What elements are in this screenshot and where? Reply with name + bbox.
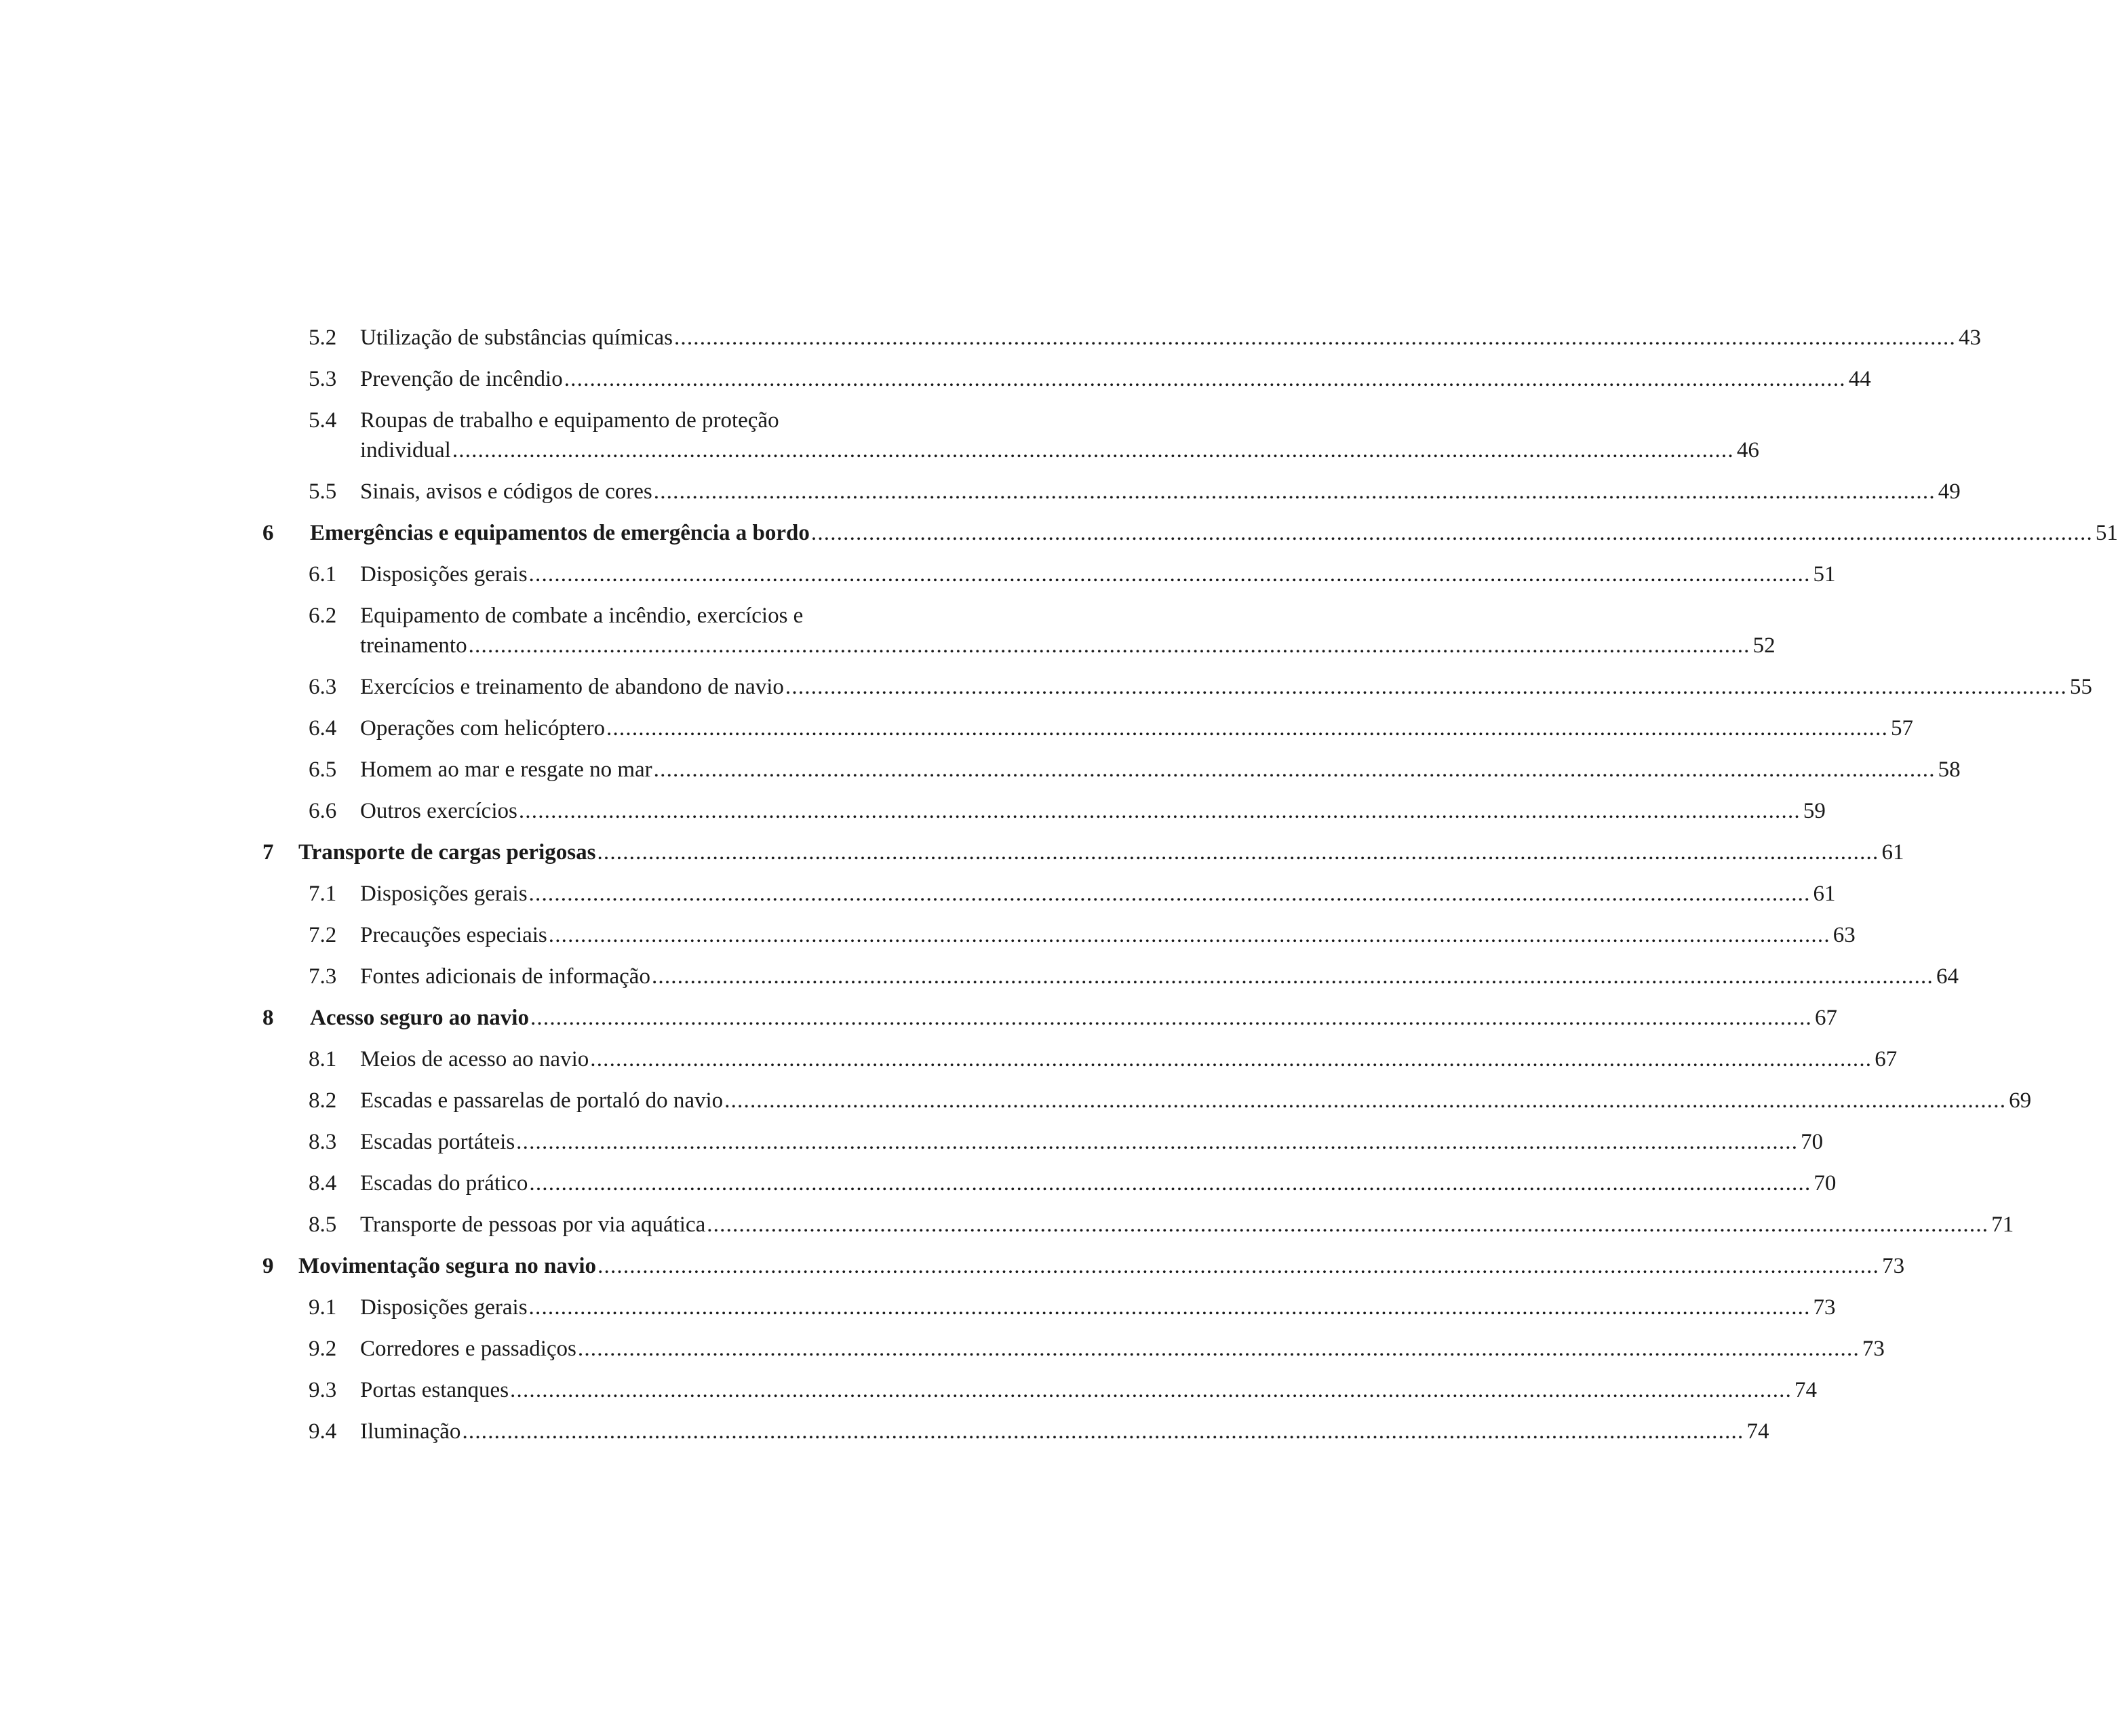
toc-entry-title: treinamento: [360, 633, 467, 658]
toc-section-entry[interactable]: [0, 920, 1856, 950]
toc-chapter-entry[interactable]: [0, 1251, 1905, 1281]
toc-entry-number: 8.5: [309, 1212, 337, 1237]
toc-section-entry[interactable]: [0, 672, 2092, 702]
toc-page-number: 73: [1882, 1254, 1905, 1278]
toc-entry-title: Disposições gerais: [360, 1295, 528, 1320]
toc-entry-title: individual: [360, 438, 451, 462]
toc-page-number: 57: [1891, 716, 1914, 741]
toc-entry-number: 6.5: [309, 757, 337, 782]
toc-entry-title: Disposições gerais: [360, 562, 528, 587]
toc-page-number: 64: [1936, 964, 1959, 989]
toc-section-entry[interactable]: [0, 879, 1836, 909]
toc-entry-number: 6.3: [309, 675, 337, 699]
toc-dot-leader: ........................................................................................................................................................................................................: [606, 716, 1889, 741]
toc-entry-number: 9.3: [309, 1378, 337, 1402]
toc-entry-title: Sinais, avisos e códigos de cores: [360, 479, 652, 504]
toc-dot-leader: ........................................................................................................................................................................................................: [510, 1378, 1792, 1402]
toc-page-number: 52: [1752, 633, 1776, 658]
toc-dot-leader: ........................................................................................................................................................................................................: [785, 675, 2067, 699]
toc-entry-title: Outros exercícios: [360, 799, 517, 823]
toc-entry-number: 8.4: [309, 1171, 337, 1196]
toc-dot-leader: ........................................................................................................................................................................................................: [528, 1295, 1811, 1320]
toc-dot-leader: ........................................................................................................................................................................................................: [590, 1047, 1872, 1071]
toc-section-entry[interactable]: [0, 1127, 1824, 1157]
toc-dot-leader: ........................................................................................................................................................................................................: [516, 1130, 1799, 1154]
toc-entry-number: 6.2: [309, 604, 337, 628]
toc-section-entry[interactable]: [0, 559, 1836, 589]
toc-section-entry[interactable]: [0, 406, 1759, 465]
toc-entry-title: Transporte de cargas perigosas: [298, 840, 596, 865]
toc-chapter-entry[interactable]: [0, 837, 1904, 867]
toc-page-number: 59: [1803, 799, 1826, 823]
toc-entry-number: 7.2: [309, 923, 337, 947]
toc-page-number: 49: [1938, 479, 1961, 504]
toc-page-number: 51: [2095, 521, 2118, 545]
toc-entry-title: Transporte de pessoas por via aquática: [360, 1212, 706, 1237]
toc-entry-title-line: Roupas de trabalho e equipamento de proteção: [360, 408, 779, 433]
toc-page-number: 73: [1813, 1295, 1836, 1320]
toc-section-entry[interactable]: [0, 364, 1871, 394]
toc-dot-leader: ........................................................................................................................................................................................................: [529, 1171, 1811, 1196]
toc-page-number: 74: [1746, 1419, 1769, 1444]
toc-section-entry[interactable]: [0, 1044, 1898, 1074]
toc-entry-number: 7.1: [309, 882, 337, 906]
toc-entry-number: 9.4: [309, 1419, 337, 1444]
toc-entry-title: Fontes adicionais de informação: [360, 964, 650, 989]
toc-entry-title: Corredores e passadiços: [360, 1337, 576, 1361]
toc-entry-number: 8: [262, 1006, 274, 1030]
toc-section-entry[interactable]: [0, 1334, 1885, 1364]
toc-section-entry[interactable]: [0, 713, 1914, 743]
toc-entry-title: Prevenção de incêndio: [360, 367, 563, 391]
toc-section-entry[interactable]: [0, 1086, 2032, 1116]
toc-entry-number: 8.2: [309, 1088, 337, 1113]
toc-entry-title: Iluminação: [360, 1419, 461, 1444]
toc-entry-number: 8.1: [309, 1047, 337, 1071]
toc-entry-number: 7.3: [309, 964, 337, 989]
toc-entry-title: Operações com helicóptero: [360, 716, 606, 741]
toc-dot-leader: ........................................................................................................................................................................................................: [653, 757, 1936, 782]
toc-entry-number: 7: [262, 840, 274, 865]
toc-dot-leader: ........................................................................................................................................................................................................: [564, 367, 1846, 391]
toc-dot-leader: ........................................................................................................................................................................................................: [468, 633, 1750, 658]
toc-page-number: 55: [2069, 675, 2092, 699]
toc-entry-number: 5.3: [309, 367, 337, 391]
toc-entry-number: 9.1: [309, 1295, 337, 1320]
toc-entry-number: 8.3: [309, 1130, 337, 1154]
toc-entry-number: 9: [262, 1254, 274, 1278]
toc-entry-number: 5.2: [309, 326, 337, 350]
toc-chapter-entry[interactable]: [0, 518, 2118, 548]
toc-dot-leader: ........................................................................................................................................................................................................: [577, 1337, 1860, 1361]
toc-dot-leader: ........................................................................................................................................................................................................: [528, 882, 1811, 906]
toc-page-number: 74: [1795, 1378, 1818, 1402]
toc-entry-number: 6.6: [309, 799, 337, 823]
toc-dot-leader: ........................................................................................................................................................................................................: [707, 1212, 1989, 1237]
toc-entry-title: Portas estanques: [360, 1378, 509, 1402]
toc-section-entry[interactable]: [0, 1210, 2014, 1240]
toc-page-number: 43: [1958, 326, 1981, 350]
toc-entry-title: Precauções especiais: [360, 923, 547, 947]
toc-dot-leader: ........................................................................................................................................................................................................: [597, 840, 1879, 865]
toc-section-entry[interactable]: [0, 1417, 1769, 1446]
toc-entry-number: 5.5: [309, 479, 337, 504]
toc-entry-title: Homem ao mar e resgate no mar: [360, 757, 652, 782]
toc-page-number: 61: [1881, 840, 1904, 865]
toc-page-number: 71: [1991, 1212, 2014, 1237]
toc-chapter-entry[interactable]: [0, 1003, 1837, 1033]
toc-page-number: 67: [1875, 1047, 1898, 1071]
toc-section-entry[interactable]: [0, 601, 1776, 660]
toc-section-entry[interactable]: [0, 323, 1981, 353]
toc-section-entry[interactable]: [0, 1375, 1818, 1405]
toc-section-entry[interactable]: [0, 1293, 1836, 1322]
toc-entry-title: Escadas e passarelas de portaló do navio: [360, 1088, 724, 1113]
toc-entry-title: Escadas portáteis: [360, 1130, 515, 1154]
toc-dot-leader: ........................................................................................................................................................................................................: [673, 326, 1956, 350]
toc-page-number: 46: [1736, 438, 1759, 462]
toc-page-number: 61: [1813, 882, 1836, 906]
toc-dot-leader: ........................................................................................................................................................................................................: [518, 799, 1801, 823]
toc-entry-title: Disposições gerais: [360, 882, 528, 906]
toc-dot-leader: ........................................................................................................................................................................................................: [724, 1088, 2007, 1113]
toc-page-number: 69: [2009, 1088, 2032, 1113]
toc-dot-leader: ........................................................................................................................................................................................................: [462, 1419, 1744, 1444]
toc-dot-leader: ........................................................................................................................................................................................................: [548, 923, 1830, 947]
toc-entry-number: 6: [262, 521, 274, 545]
toc-dot-leader: ........................................................................................................................................................................................................: [653, 479, 1936, 504]
toc-dot-leader: ........................................................................................................................................................................................................: [530, 1006, 1812, 1030]
toc-entry-title-line: Equipamento de combate a incêndio, exercícios e: [360, 604, 804, 628]
toc-entry-number: 6.4: [309, 716, 337, 741]
toc-page-number: 63: [1832, 923, 1856, 947]
toc-entry-title: Utilização de substâncias químicas: [360, 326, 673, 350]
toc-page-number: 73: [1862, 1337, 1885, 1361]
toc-dot-leader: ........................................................................................................................................................................................................: [810, 521, 2093, 545]
toc-page-number: 58: [1938, 757, 1961, 782]
toc-section-entry[interactable]: [0, 962, 1959, 991]
toc-entry-title: Escadas do prático: [360, 1171, 528, 1196]
toc-dot-leader: ........................................................................................................................................................................................................: [528, 562, 1811, 587]
toc-section-entry[interactable]: [0, 1168, 1837, 1198]
toc-dot-leader: ........................................................................................................................................................................................................: [597, 1254, 1880, 1278]
toc-section-entry[interactable]: [0, 477, 1961, 507]
toc-section-entry[interactable]: [0, 796, 1826, 826]
toc-entry-number: 5.4: [309, 408, 337, 433]
toc-page-number: 70: [1801, 1130, 1824, 1154]
toc-entry-title: Meios de acesso ao navio: [360, 1047, 589, 1071]
toc-section-entry[interactable]: [0, 755, 1961, 785]
toc-entry-number: 6.1: [309, 562, 337, 587]
toc-entry-title: Emergências e equipamentos de emergência a bordo: [310, 521, 810, 545]
toc-page-number: 67: [1814, 1006, 1837, 1030]
toc-entry-title: Movimentação segura no navio: [298, 1254, 597, 1278]
toc-entry-number: 9.2: [309, 1337, 337, 1361]
toc-page-number: 51: [1813, 562, 1836, 587]
toc-entry-title: Exercícios e treinamento de abandono de navio: [360, 675, 784, 699]
toc-page-number: 70: [1813, 1171, 1837, 1196]
toc-dot-leader: ........................................................................................................................................................................................................: [651, 964, 1934, 989]
toc-page-number: 44: [1848, 367, 1871, 391]
toc-entry-title: Acesso seguro ao navio: [310, 1006, 529, 1030]
toc-dot-leader: ........................................................................................................................................................................................................: [452, 438, 1734, 462]
